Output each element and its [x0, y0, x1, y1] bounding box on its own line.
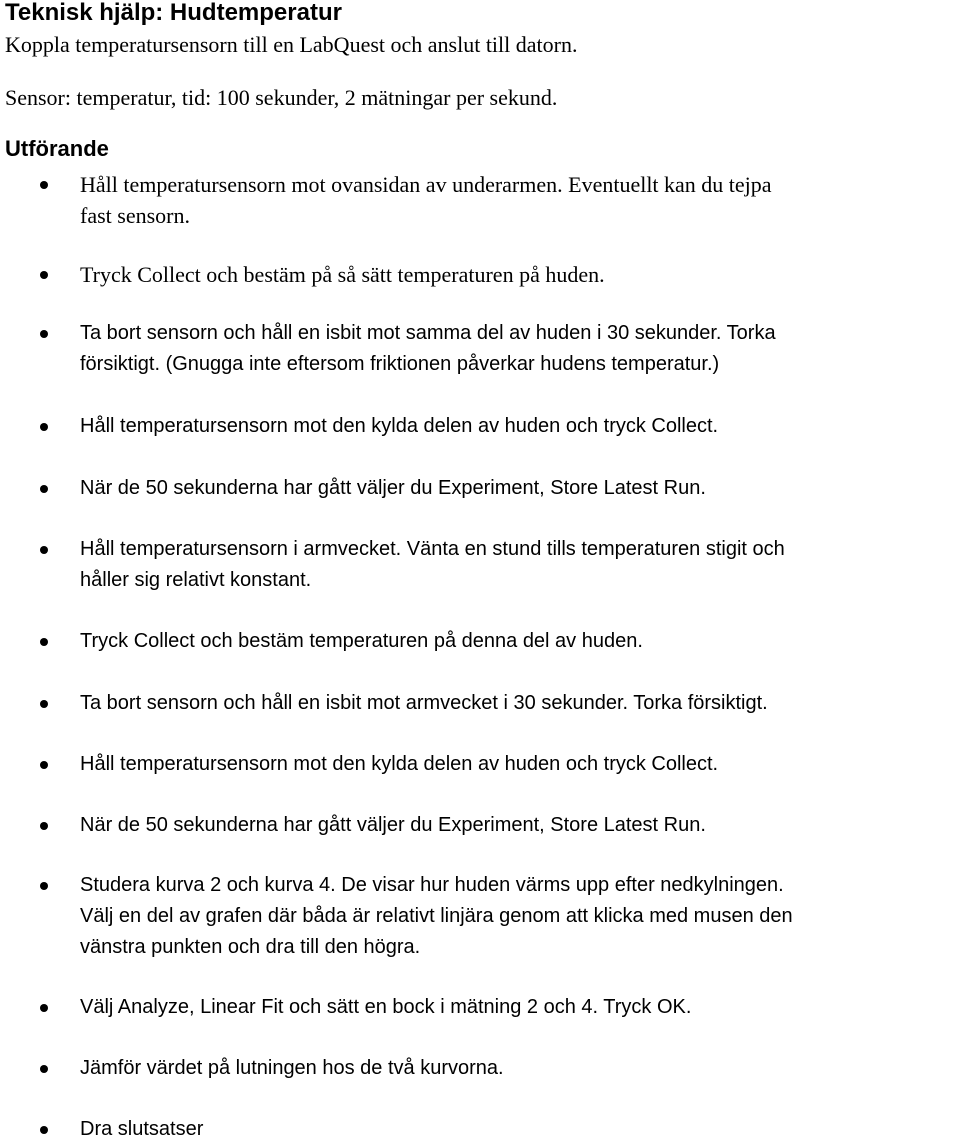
bullet-icon: [40, 271, 48, 279]
bullet-icon: [40, 638, 48, 646]
document-title: Teknisk hjälp: Hudtemperatur: [5, 0, 342, 26]
step-text: Tryck Collect och bestäm temperaturen på denna del av huden.: [80, 630, 643, 652]
step-text: Ta bort sensorn och håll en isbit mot samma del av huden i 30 sekunder. Torka försiktigt. (Gnugga inte eftersom friktionen påverkar hudens temperatur.): [80, 322, 776, 375]
section-heading: Utförande: [5, 136, 109, 161]
bullet-icon: [40, 1065, 48, 1073]
bullet-icon: [40, 423, 48, 431]
step-text: Studera kurva 2 och kurva 4. De visar hur huden värms upp efter nedkylningen. Välj en del av grafen där båda är relativt linjära genom att klicka med musen den vänstra punkten och dra till den högra.: [80, 874, 793, 958]
bullet-icon: [40, 700, 48, 708]
step-text: När de 50 sekunderna har gått väljer du Experiment, Store Latest Run.: [80, 814, 706, 836]
bullet-icon: [40, 330, 48, 338]
bullet-icon: [40, 181, 48, 189]
step-text: Välj Analyze, Linear Fit och sätt en bock i mätning 2 och 4. Tryck OK.: [80, 996, 692, 1018]
step-text: Håll temperatursensorn mot ovansidan av underarmen. Eventuellt kan du tejpa fast sensorn.: [80, 172, 772, 228]
bullet-icon: [40, 546, 48, 554]
intro-line-sensor-settings: Sensor: temperatur, tid: 100 sekunder, 2 mätningar per sekund.: [5, 85, 558, 110]
step-text: När de 50 sekunderna har gått väljer du Experiment, Store Latest Run.: [80, 477, 706, 499]
intro-line-connect: Koppla temperatursensorn till en LabQuest och anslut till datorn.: [5, 32, 578, 57]
step-text: Ta bort sensorn och håll en isbit mot armvecket i 30 sekunder. Torka försiktigt.: [80, 692, 768, 714]
step-text: Håll temperatursensorn mot den kylda delen av huden och tryck Collect.: [80, 415, 719, 437]
bullet-icon: [40, 1126, 48, 1134]
step-text: Tryck Collect och bestäm på så sätt temperaturen på huden.: [80, 262, 605, 287]
bullet-icon: [40, 1004, 48, 1012]
step-text: Dra slutsatser: [80, 1118, 204, 1140]
step-text: Håll temperatursensorn mot den kylda delen av huden och tryck Collect.: [80, 753, 719, 775]
bullet-icon: [40, 822, 48, 830]
step-text: Håll temperatursensorn i armvecket. Vänta en stund tills temperaturen stigit och håller sig relativt konstant.: [80, 538, 785, 591]
bullet-icon: [40, 761, 48, 769]
bullet-icon: [40, 882, 48, 890]
bullet-icon: [40, 485, 48, 493]
step-text: Jämför värdet på lutningen hos de två kurvorna.: [80, 1057, 504, 1079]
